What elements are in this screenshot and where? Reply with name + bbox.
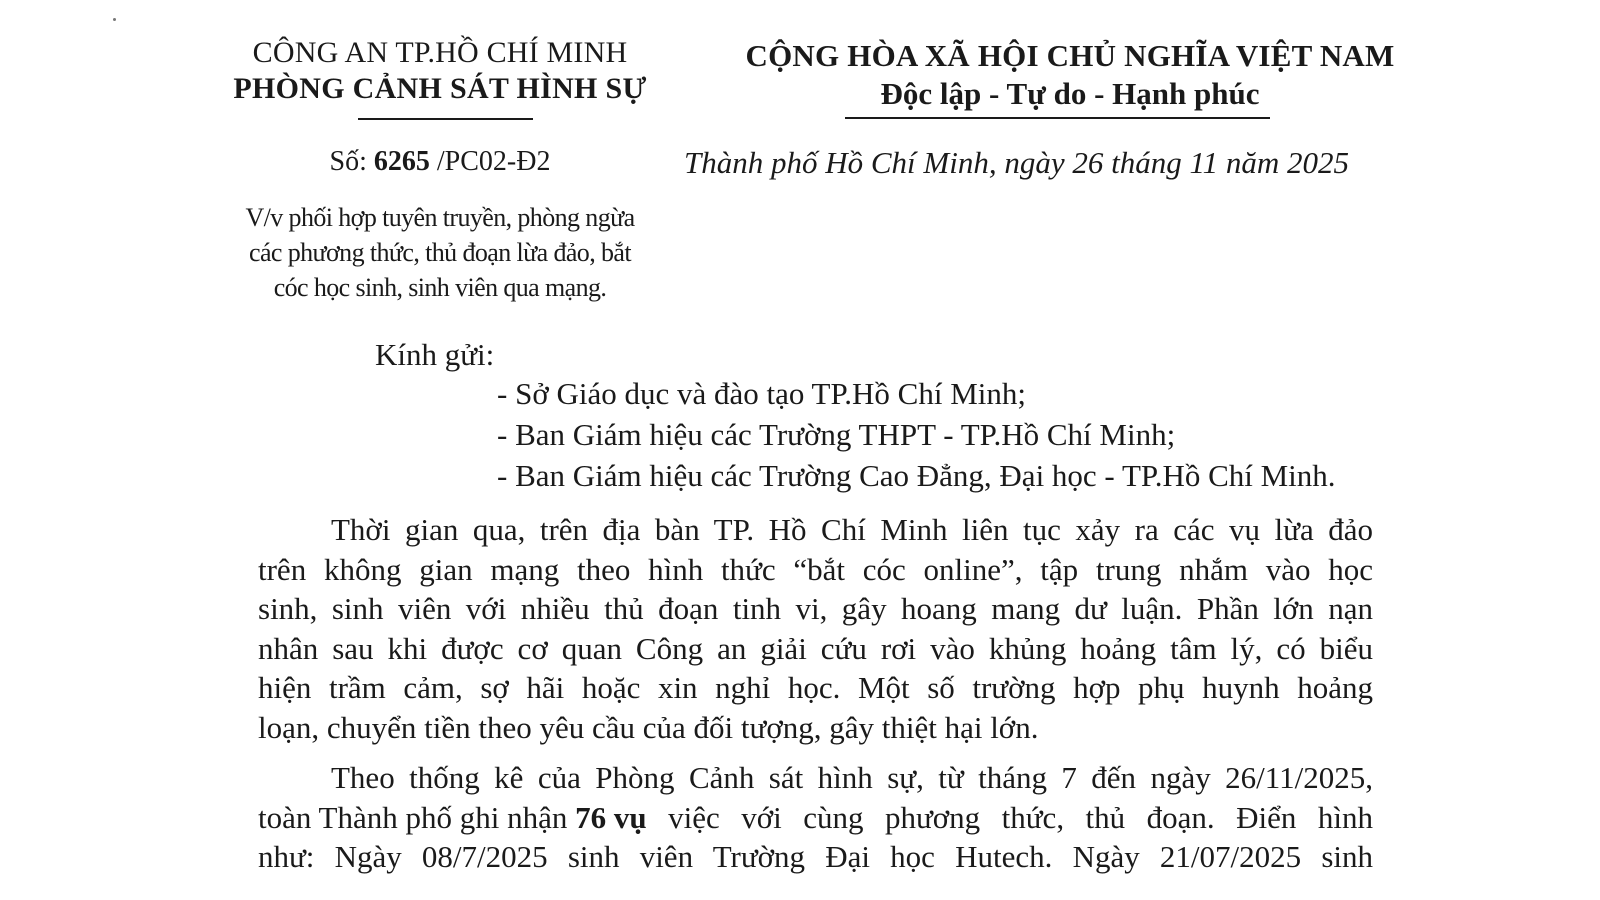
doc-number-prefix: Số: <box>329 146 374 177</box>
doc-number-value: 6265 <box>373 146 430 177</box>
paragraph-line: hiện trầm cảm, sợ hãi hoặc xin nghỉ học. Một số trường hợp phụ huynh hoảng <box>258 670 1373 705</box>
recipient-item: - Ban Giám hiệu các Trường Cao Đẳng, Đại học - TP.Hồ Chí Minh. <box>497 458 1336 493</box>
paragraph-line: như: Ngày 08/7/2025 sinh viên Trường Đại học Hutech. Ngày 21/07/2025 sinh <box>258 839 1373 874</box>
paragraph-line: Theo thống kê của Phòng Cảnh sát hình sự, từ tháng 7 đến ngày 26/11/2025, <box>331 760 1373 795</box>
paragraph-line: Thời gian qua, trên địa bàn TP. Hồ Chí Minh liên tục xảy ra các vụ lừa đảo <box>331 512 1373 547</box>
motto-underline <box>845 117 1270 119</box>
body-paragraph-1 <box>258 510 1373 747</box>
subject-line: các phương thức, thủ đoạn lừa đảo, bắt <box>249 238 631 267</box>
subject-block <box>190 200 690 305</box>
body-paragraph-2 <box>258 758 1373 877</box>
issuing-agency <box>190 36 690 106</box>
recipient-list <box>497 373 1336 496</box>
salutation: Kính gửi: <box>375 337 495 372</box>
national-header <box>730 38 1410 112</box>
recipient-item: - Ban Giám hiệu các Trường THPT - TP.Hồ Chí Minh; <box>497 417 1176 452</box>
subject-line: cóc học sinh, sinh viên qua mạng. <box>273 273 607 302</box>
place-and-date: Thành phố Hồ Chí Minh, ngày 26 tháng 11 năm 2025 <box>684 145 1350 180</box>
national-title: CỘNG HÒA XÃ HỘI CHỦ NGHĨA VIỆT NAM <box>745 38 1395 73</box>
parent-agency-name: CÔNG AN TP.HỒ CHÍ MINH <box>252 36 628 69</box>
scan-speck <box>113 18 116 21</box>
paragraph-line: trên không gian mạng theo hình thức “bắt cóc online”, tập trung nhắm vào học <box>258 551 1373 587</box>
recipient-item: - Sở Giáo dục và đào tạo TP.Hồ Chí Minh; <box>497 376 1027 411</box>
paragraph-line: sinh, sinh viên với nhiều thủ đoạn tinh vi, gây hoang mang dư luận. Phần lớn nạn <box>258 591 1373 626</box>
doc-number-suffix: /PC02-Đ2 <box>429 146 551 177</box>
subject-line: V/v phối hợp tuyên truyền, phòng ngừa <box>245 203 635 232</box>
agency-underline <box>358 118 533 120</box>
document-number <box>190 146 690 178</box>
case-count: 76 vụ <box>575 799 647 835</box>
agency-name: PHÒNG CẢNH SÁT HÌNH SỰ <box>233 72 647 105</box>
national-motto: Độc lập - Tự do - Hạnh phúc <box>880 76 1260 111</box>
paragraph-line: loạn, chuyển tiền theo yêu cầu của đối tượng, gây thiệt hại lớn. <box>258 709 1039 745</box>
paragraph-line: nhân sau khi được cơ quan Công an giải cứu rơi vào khủng hoảng tâm lý, có biểu <box>258 630 1373 666</box>
paragraph-line: toàn Thành phố ghi nhận 76 vụ việc với cùng phương thức, thủ đoạn. Điển hình <box>258 798 1373 838</box>
